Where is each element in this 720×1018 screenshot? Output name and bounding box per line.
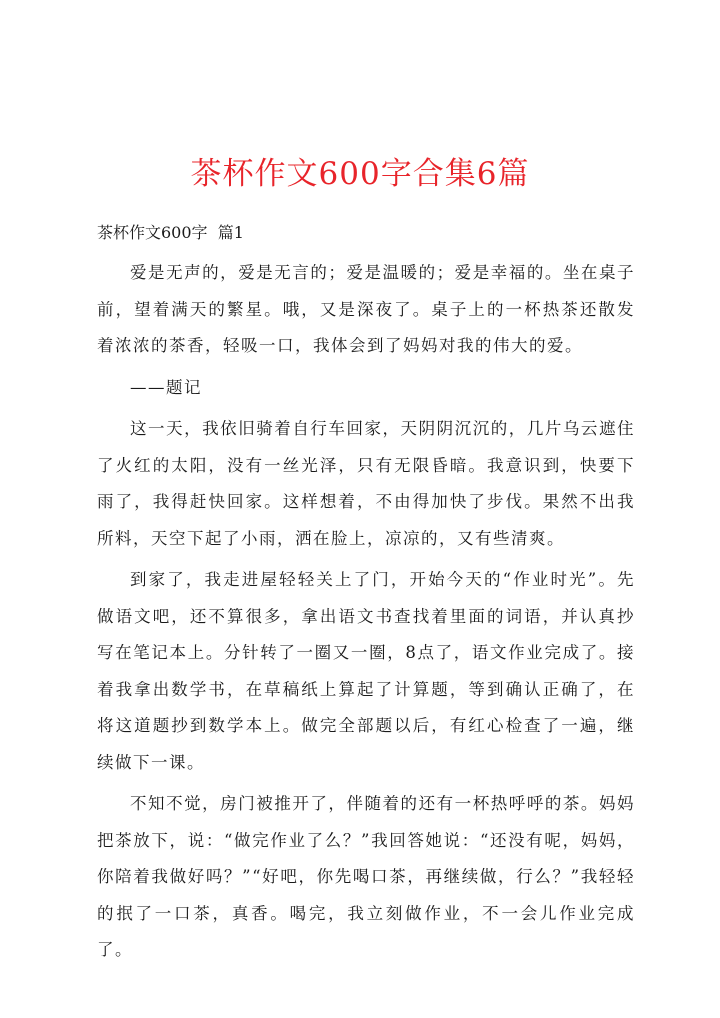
paragraph-ride-home: 这一天，我依旧骑着自行车回家，天阴阴沉沉的，几片乌云遮住了火红的太阳，没有一丝光泽，只有无限昏暗。我意识到，快要下雨了，我得赶快回家。这样想着，不由得加快了步伐。果然不出我所料，天空下起了小雨，洒在脸上，凉凉的，又有些清爽。 bbox=[97, 419, 635, 548]
paragraph-intro: 爱是无声的，爱是无言的；爱是温暖的；爱是幸福的。坐在桌子前，望着满天的繁星。哦，又是深夜了。桌子上的一杯热茶还散发着浓浓的茶香，轻吸一口，我体会到了妈妈对我的伟大的爱。 bbox=[97, 263, 635, 355]
paragraph-tea: 不知不觉，房门被推开了，伴随着的还有一杯热呼呼的茶。妈妈把茶放下，说：“做完作业了么？”我回答她说：“还没有呢，妈妈，你陪着我做好吗？”“好吧，你先喝口茶，再继续做，行么？”我轻轻的抿了一口茶，真香。喝完，我立刻做作业，不一会儿作业完成了。 bbox=[97, 794, 635, 959]
section-heading: 茶杯作文600字 篇1 bbox=[97, 223, 244, 242]
document-body bbox=[97, 255, 635, 974]
paragraph-epigraph-attribution: ——题记 bbox=[130, 377, 202, 397]
paragraph-homework: 到家了，我走进屋轻轻关上了门，开始今天的“作业时光”。先做语文吧，还不算很多，拿出语文书查找着里面的词语，并认真抄写在笔记本上。分针转了一圈又一圈，8点了，语文作业完成了。接着我拿出数学书，在草稿纸上算起了计算题，等到确认正确了，在将这道题抄到数学本上。做完全部题以后，有红心检查了一遍，继续做下一课。 bbox=[97, 570, 635, 772]
document-title: 茶杯作文600字合集6篇 bbox=[190, 156, 530, 192]
